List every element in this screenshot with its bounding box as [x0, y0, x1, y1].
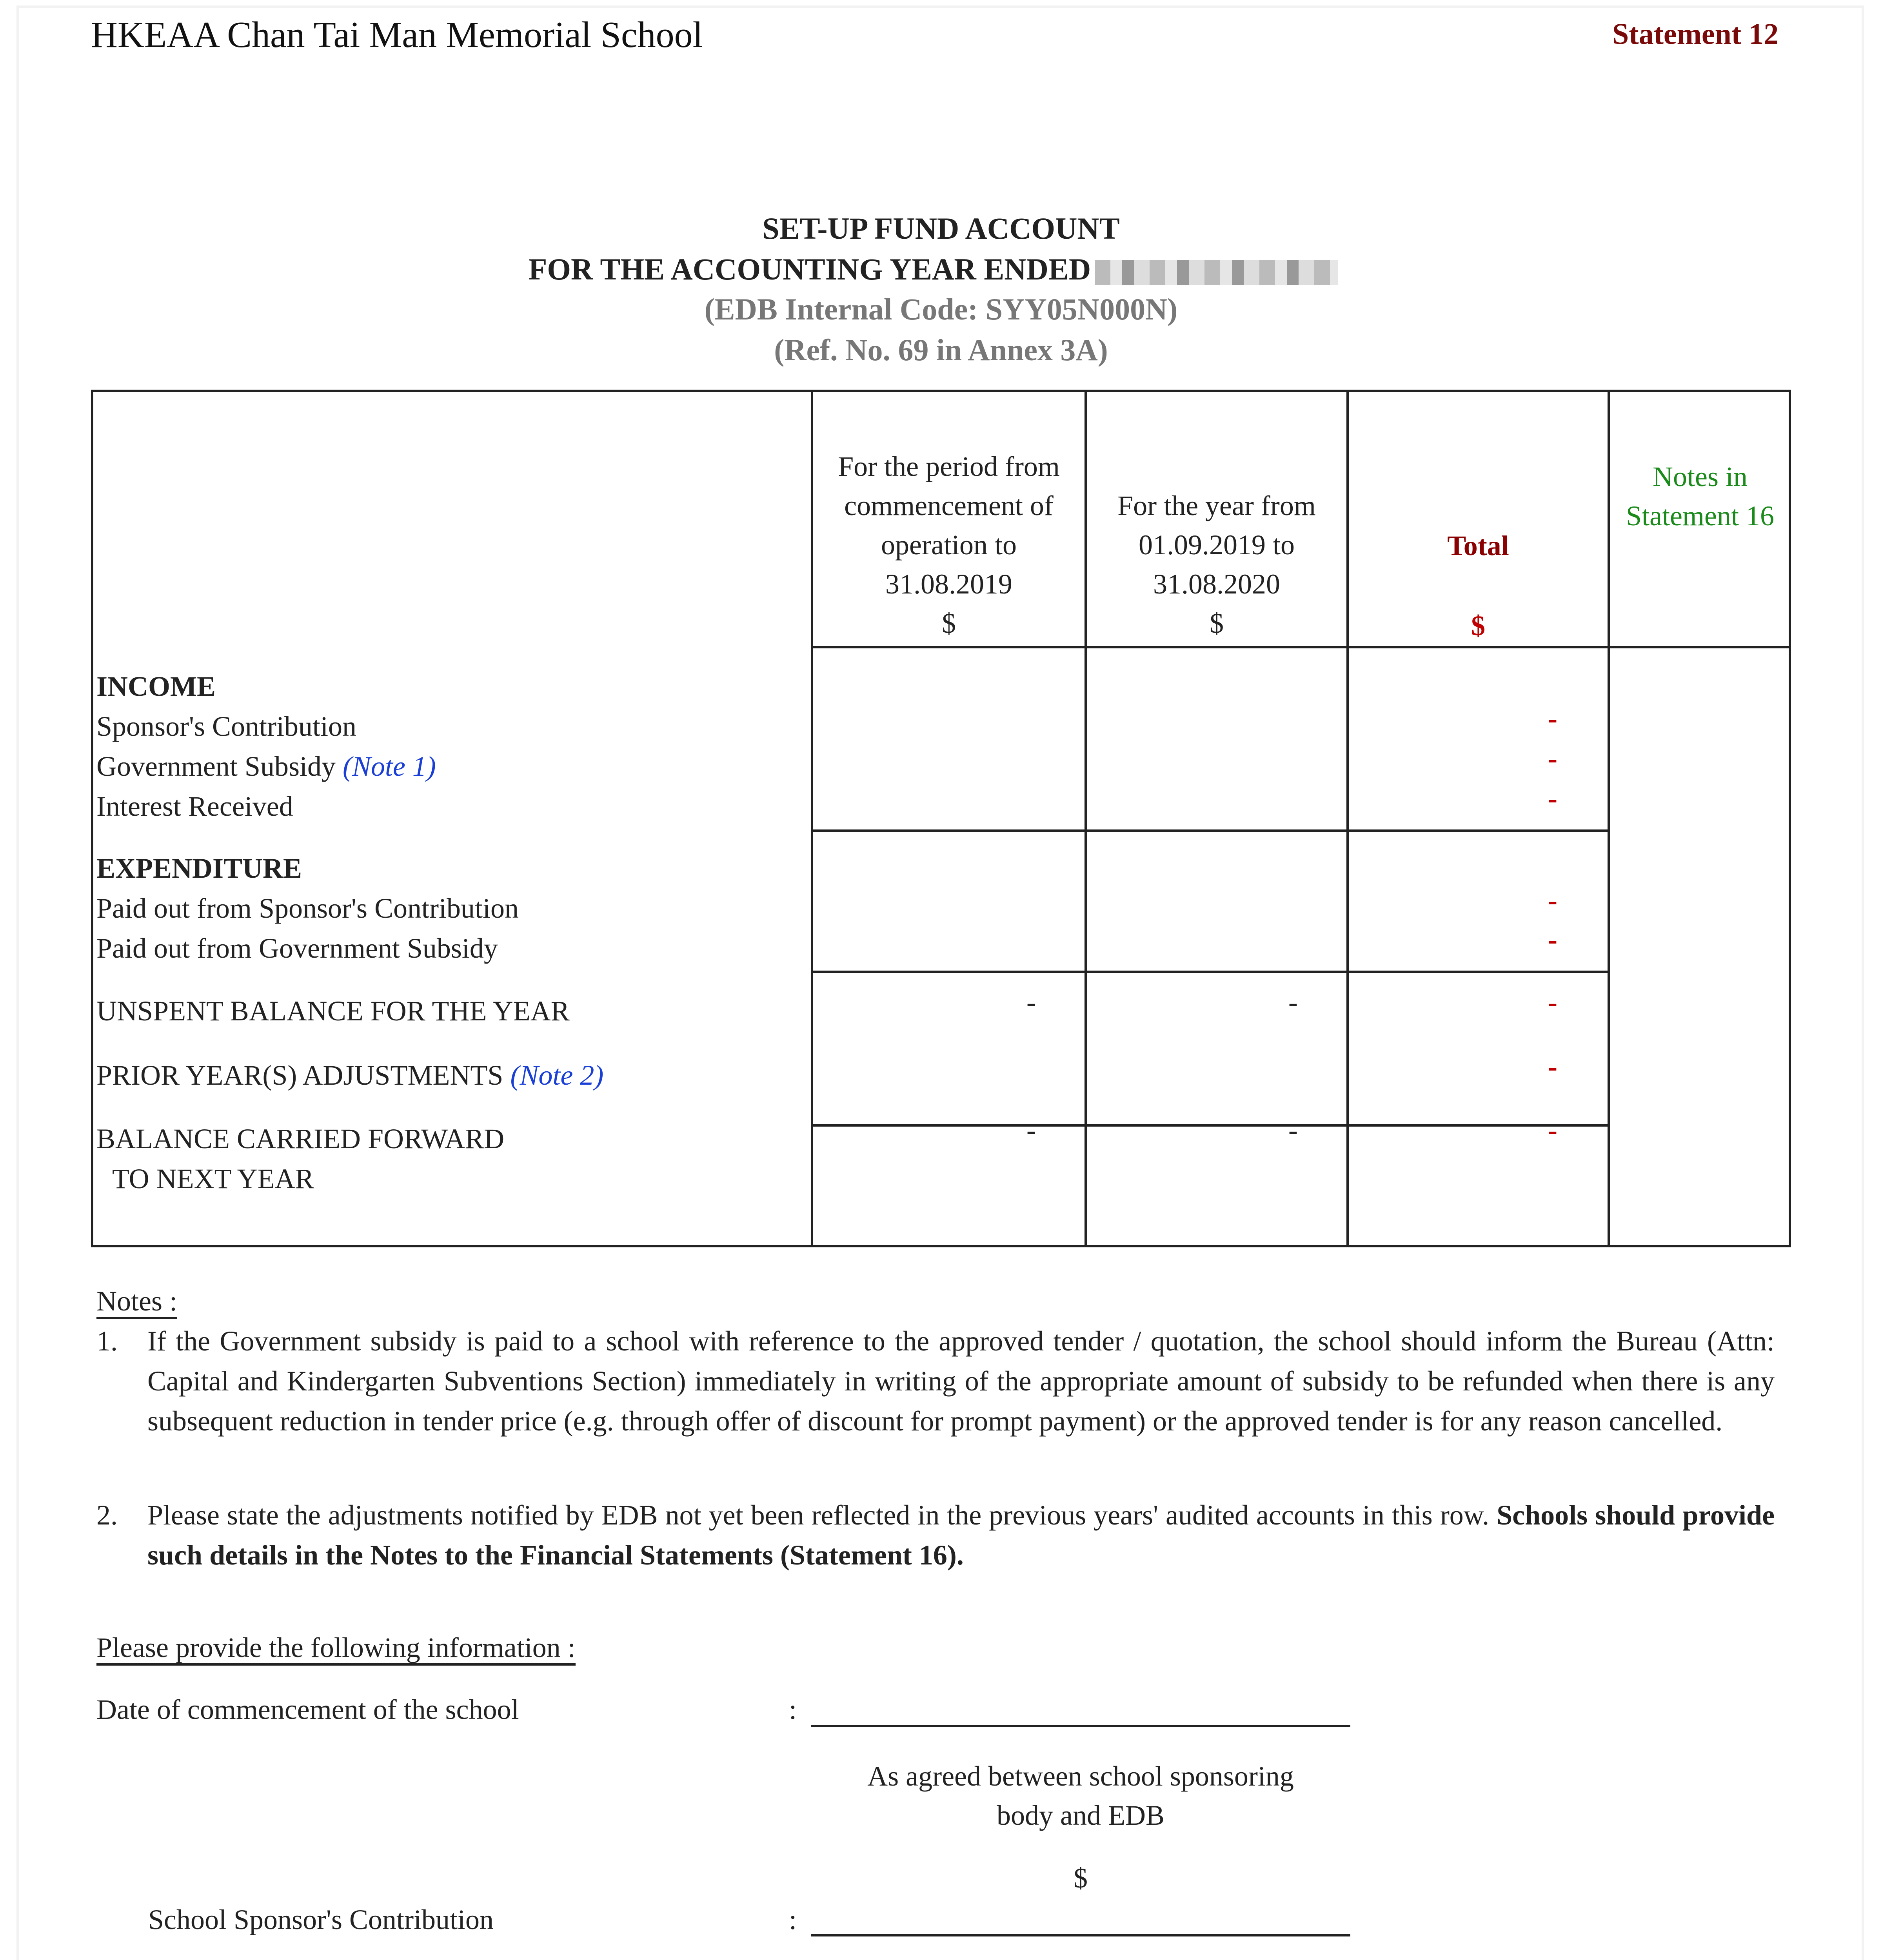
total-sponsor: - [1548, 703, 1557, 734]
school-sponsor-contribution-field[interactable] [811, 1934, 1350, 1936]
row-prior-adjustments: PRIOR YEAR(S) ADJUSTMENTS (Note 2) [96, 1060, 604, 1091]
school-sponsor-contribution-label: School Sponsor's Contribution [148, 1904, 494, 1935]
school-name: HKEAA Chan Tai Man Memorial School [91, 15, 703, 55]
total-interest: - [1548, 783, 1557, 814]
total-paid-sponsor: - [1548, 885, 1557, 916]
unspent-year: - [1288, 987, 1298, 1018]
col-header-notes: Notes in Statement 16 [1626, 461, 1774, 532]
prior-adj-total: - [1548, 1051, 1557, 1082]
title-ref-no: (Ref. No. 69 in Annex 3A) [774, 333, 1108, 367]
col-header-period: For the period from commencement of operation to 31.08.2019 $ [838, 451, 1060, 639]
row-unspent-balance: UNSPENT BALANCE FOR THE YEAR [96, 995, 570, 1027]
note-2-text: Please state the adjustments notified by EDB not yet been reflected in the previous years' audited accounts in this row. Schools should provide such details in the Notes to the Financial Statements (Statement 16). [147, 1499, 1775, 1571]
row-paid-sponsor: Paid out from Sponsor's Contribution [96, 893, 519, 924]
statement-number: Statement 12 [1612, 18, 1779, 51]
agreed-dollar: $ [1074, 1862, 1088, 1894]
title-line-2 [0, 249, 1882, 289]
date-commencement-label: Date of commencement of the school [96, 1694, 519, 1725]
row-sponsor-contribution: Sponsor's Contribution [96, 711, 357, 742]
agreed-line-1: As agreed between school sponsoring [867, 1760, 1294, 1792]
date-commencement-field[interactable] [811, 1725, 1350, 1727]
title-line-1: SET-UP FUND ACCOUNT [762, 211, 1120, 245]
note-1-text: If the Government subsidy is paid to a school with reference to the approved tender / quotation, the school should inform the Bureau (Attn: Capital and Kindergarten Subventions Section) immediately in writing of the appropriate amount of subsidy to be refunded when there is any subsequent reduction in tender price (e.g. through offer of discount for prompt payment) or the approved tender is for any reason cancelled. [147, 1325, 1775, 1437]
note-2-link: (Note 2) [510, 1060, 604, 1091]
total-paid-gov: - [1548, 924, 1557, 955]
unspent-total: - [1548, 987, 1557, 1018]
agreed-line-2: body and EDB [997, 1800, 1164, 1831]
bcf-period: - [1026, 1114, 1036, 1146]
notes-heading: Notes : [96, 1281, 177, 1321]
row-bcf-1: BALANCE CARRIED FORWARD [96, 1123, 505, 1154]
row-interest: Interest Received [96, 791, 293, 822]
bcf-year: - [1288, 1114, 1298, 1146]
note-1-link: (Note 1) [342, 751, 436, 782]
col-header-year: For the year from 01.09.2019 to 31.08.2020 $ [1117, 490, 1316, 639]
unspent-period: - [1026, 987, 1036, 1018]
total-gov-subsidy: - [1548, 743, 1557, 774]
row-bcf-2: TO NEXT YEAR [112, 1163, 314, 1194]
row-gov-subsidy: Government Subsidy (Note 1) [96, 751, 436, 782]
expenditure-heading: EXPENDITURE [96, 853, 302, 884]
redacted-date [1095, 260, 1338, 285]
note-1-number: 1. [96, 1325, 118, 1357]
col-header-total-dollar: $ [1471, 610, 1485, 641]
bcf-total: - [1548, 1114, 1557, 1146]
info-heading: Please provide the following information : [96, 1628, 576, 1668]
note-2-number: 2. [96, 1499, 118, 1531]
income-heading: INCOME [96, 671, 216, 702]
col-header-total: Total [1447, 530, 1509, 561]
row-paid-gov: Paid out from Government Subsidy [96, 933, 498, 964]
title-year-ended: FOR THE ACCOUNTING YEAR ENDED [528, 252, 1091, 286]
title-internal-code: (EDB Internal Code: SYY05N000N) [704, 292, 1178, 326]
